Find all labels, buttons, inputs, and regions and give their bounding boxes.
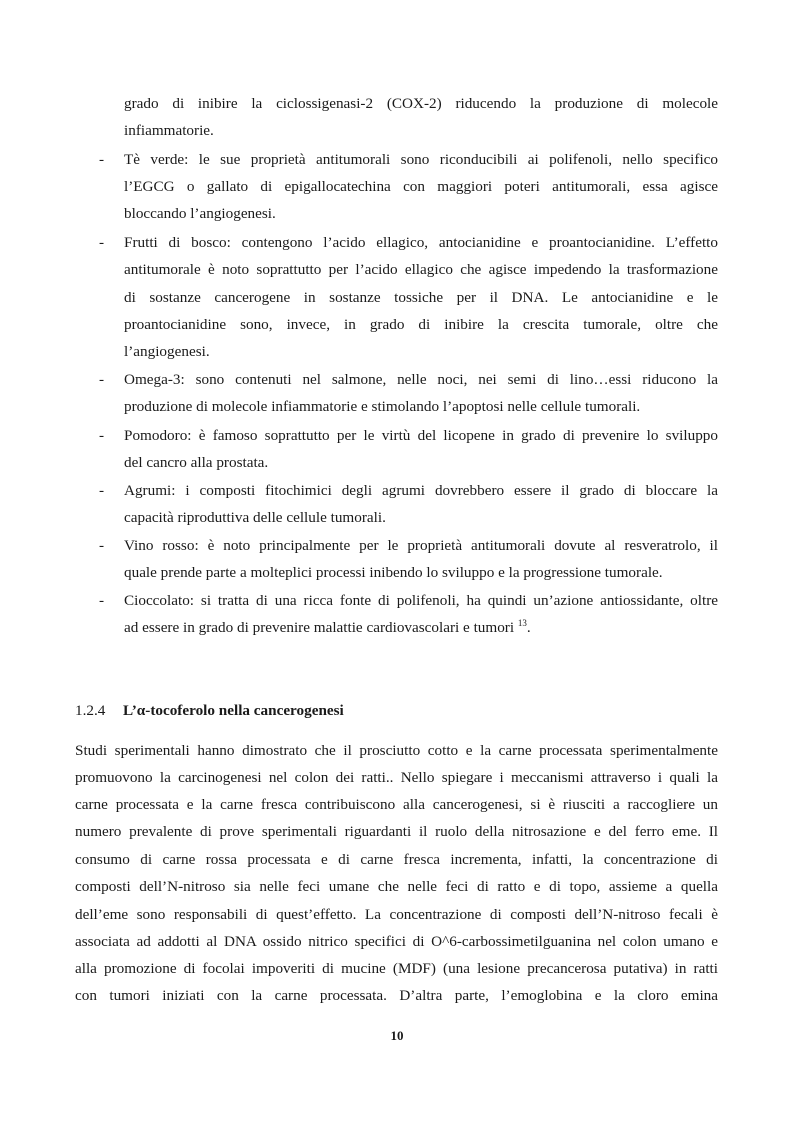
list-item-line	[124, 618, 718, 638]
body-line: alla promozione di focolai impoveriti di mucine (MDF) (una lesione precancerosa putativa) in ratti	[75, 960, 718, 977]
list-item-line: Frutti di bosco: contengono l’acido ellagico, antocianidine e proantocianidine. L’effetto	[124, 234, 718, 251]
list-item-line: l’EGCG o gallato di epigallocatechina con maggiori poteri antitumorali, essa agisce	[124, 178, 718, 195]
list-item-text: ad essere in grado di prevenire malattie cardiovascolari e tumori	[124, 619, 518, 636]
list-item-line: capacità riproduttiva delle cellule tumorali.	[124, 509, 386, 526]
list-item-line: Cioccolato: si tratta di una ricca fonte di polifenoli, ha quindi un’azione antiossidante, oltre	[124, 592, 718, 609]
list-item-line: Agrumi: i composti fitochimici degli agrumi dovrebbero essere il grado di bloccare la	[124, 482, 718, 499]
bullet-marker: -	[99, 592, 105, 609]
intro-line: grado di inibire la ciclossigenasi-2 (COX-2) riducendo la produzione di molecole	[124, 95, 718, 112]
page-number: 10	[390, 1028, 404, 1043]
bullet-marker: -	[99, 482, 105, 499]
body-line: associata ad addotti al DNA ossido nitrico specifici di O^6-carbossimetilguanina nel colon umano e	[75, 933, 718, 950]
bullet-marker: -	[99, 537, 105, 554]
bullet-marker: -	[99, 427, 105, 444]
body-line: Studi sperimentali hanno dimostrato che il prosciutto cotto e la carne processata sperimentalmente	[75, 742, 718, 759]
section-number: 1.2.4	[75, 702, 106, 719]
body-line: numero prevalente di prove sperimentali riguardanti il ruolo della nitrosazione e del ferro eme. Il	[75, 823, 718, 840]
section-title: L’α-tocoferolo nella cancerogenesi	[123, 702, 344, 719]
list-item-line: l’angiogenesi.	[124, 343, 210, 360]
list-item-line: del cancro alla prostata.	[124, 454, 269, 471]
bullet-marker: -	[99, 234, 105, 251]
reference-superscript: 13	[517, 617, 527, 628]
body-line: consumo di carne rossa processata e di carne fresca incrementa, infatti, la concentrazione di	[75, 851, 718, 868]
list-item-line: di sostanze cancerogene in sostanze tossiche per il DNA. Le antocianidine e le	[124, 289, 718, 306]
body-line: con tumori iniziati con la carne processata. D’altra parte, l’emoglobina e la cloro emina	[75, 987, 718, 1004]
list-item-line: Pomodoro: è famoso soprattutto per le virtù del licopene in grado di prevenire lo sviluppo	[124, 427, 718, 444]
list-item-line: produzione di molecole infiammatorie e stimolando l’apoptosi nelle cellule tumorali.	[124, 398, 641, 415]
list-item-line: quale prende parte a molteplici processi inibendo lo sviluppo e la progressione tumorale.	[124, 564, 663, 581]
list-item-line: proantocianidine sono, invece, in grado di inibire la crescita tumorale, oltre che	[124, 316, 718, 333]
body-line: dell’eme sono responsabili di quest’effetto. La concentrazione di composti dell’N-nitroso fecali è	[75, 906, 718, 923]
list-item-line: Tè verde: le sue proprietà antitumorali sono riconducibili ai polifenoli, nello specifico	[124, 151, 718, 168]
body-line: carne processata e la carne fresca contribuiscono alla cancerogenesi, si è riusciti a raccogliere un	[75, 796, 718, 813]
bullet-marker: -	[99, 151, 105, 168]
bullet-marker: -	[99, 371, 105, 388]
reference-period: .	[526, 619, 531, 636]
body-line: composti dell’N-nitroso sia nelle feci umane che nelle feci di ratto e di topo, assieme a quella	[75, 878, 718, 895]
body-line: promuovono la carcinogenesi nel colon dei ratti.. Nello spiegare i meccanismi attraverso i quali la	[75, 769, 718, 786]
list-item-line: Omega-3: sono contenuti nel salmone, nelle noci, nei semi di lino…essi riducono la	[124, 371, 718, 388]
list-item-line: Vino rosso: è noto principalmente per le proprietà antitumorali dovute al resveratrolo, il	[124, 537, 718, 554]
list-item-line: bloccando l’angiogenesi.	[124, 205, 276, 222]
list-item-line: antitumorale è noto soprattutto per l’acido ellagico che agisce impedendo la trasformazione	[124, 261, 718, 278]
intro-line: infiammatorie.	[124, 122, 214, 139]
